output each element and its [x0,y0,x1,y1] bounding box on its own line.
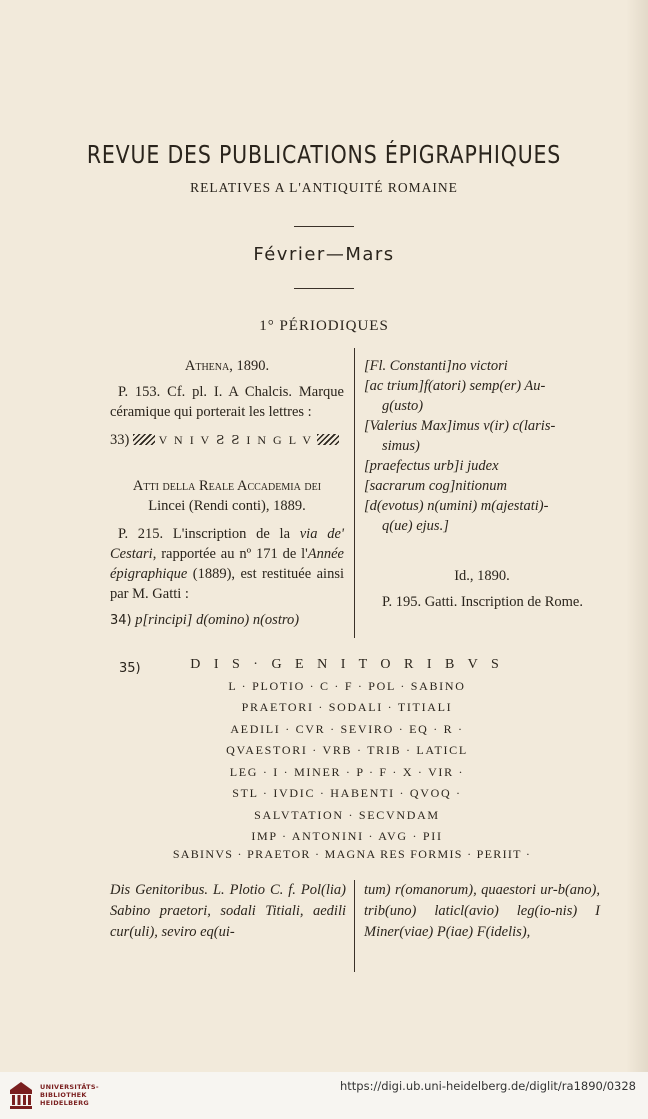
item-34 [110,610,344,631]
inscription-line: AEDILI · CVR · SEVIRO · EQ · R · [230,721,464,736]
atti-text: (1889), est restituée ainsi par M. Gatti : [110,566,344,602]
inscription-line: D I S · G E N I T O R I B V S [190,657,504,672]
library-name [40,1083,99,1107]
library-name-line: UNIVERSITÄTS- [40,1083,99,1091]
item-33-number: 33) [110,432,130,448]
atti-heading-line1: Atti della Reale Accademia dei [132,478,322,494]
athena-heading: Athena, 1890. [184,358,270,374]
atti-italic: via de' Cestari [110,526,344,562]
restitution-line: g(usto) [382,398,424,414]
atti-heading-line2: Lincei (Rendi conti), 1889. [148,498,306,514]
restitution-lines [364,356,600,536]
month-rule [294,288,354,289]
inscription-line: LEG · I · MINER · P · F · X · VIR · [229,764,465,779]
inscription-line: QVAESTORI · VRB · TRIB · LATICL [226,743,468,757]
library-name-line: HEIDELBERG [40,1099,90,1107]
id-heading: Id., 1890. [454,568,510,584]
item-33-letters: V N I V Ꙅ Ꙅ I N G L V [158,433,314,447]
section-heading: 1° PÉRIODIQUES [259,318,389,334]
atti-paragraph [110,524,344,604]
inscription-line: SALVTATION · SECVNDAM [254,807,440,822]
restitution-line: [Valerius Max]imus v(ir) c(laris- [364,418,556,434]
inscription-last-line: SABINVS · PRAETOR · MAGNA RES FORMIS · PERIIT · [172,847,532,861]
journal-title: REVUE DES PUBLICATIONS ÉPIGRAPHIQUES [86,140,562,169]
university-library-logo-icon [8,1080,34,1110]
athena-paragraph: P. 153. Cf. pl. I. A Chalcis. Marque céramique qui porterait les lettres : [110,384,344,420]
item-34-number: 34) [110,613,132,628]
title-rule [294,226,354,227]
id-paragraph: P. 195. Gatti. Inscription de Rome. [382,594,583,610]
inscription-line: PRAETORI · SODALI · TITIALI [241,700,453,714]
left-column [110,356,344,631]
inscription-block [180,654,514,848]
restitution-line: q(ue) ejus.] [382,518,449,534]
inscription-line: IMP · ANTONINI · AVG · PII [251,829,443,843]
inscription-line: STL · IVDIC · HABENTI · QVOQ · [232,786,462,800]
inscription-line: L · PLOTIO · C · F · POL · SABINO [228,678,466,693]
bottom-left-text: Dis Genitoribus. L. Plotio C. f. Pol(lia) Sabino praetori, sodali Titiali, aedili cur(uli), seviro eq(ui- [110,882,346,940]
journal-subtitle: RELATIVES A L'ANTIQUITÉ ROMAINE [190,180,458,195]
hatch-mark [133,434,155,445]
column-divider-bottom [354,880,355,972]
restitution-line: [d(evotus) n(umini) m(ajestati)- [364,498,549,514]
item-35-number: 35) [119,661,141,676]
hatch-mark [317,434,339,445]
atti-text: , rapportée au nº 171 de l' [152,546,308,562]
column-divider [354,348,355,638]
library-name-line: BIBLIOTHEK [40,1091,87,1099]
month-heading: Février—Mars [253,244,395,265]
bottom-right-text: tum) r(omanorum), quaestori ur-b(ano), trib(uno) laticl(avio) leg(io-nis) I Miner(viae) P(iae) F(idelis), [364,882,600,940]
restitution-line: [Fl. Constanti]no victori [364,358,508,374]
restitution-line: [sacrarum cog]nitionum [364,478,507,494]
atti-italic: Année épigraphique [110,546,344,582]
permalink-url[interactable]: https://digi.ub.uni-heidelberg.de/diglit/ra1890/0328 [339,1079,636,1093]
restitution-line: [praefectus urb]i judex [364,458,499,474]
right-column [364,356,600,612]
item-34-text: p[rincipi] d(omino) n(ostro) [135,612,300,628]
viewer-footer [0,1072,648,1119]
restitution-line: simus) [382,438,420,454]
atti-text: P. 215. L'inscription de la [118,526,300,542]
restitution-line: [ac trium]f(atori) semp(er) Au- [364,378,546,394]
item-33 [110,430,344,450]
page-edge-shadow [626,0,648,1072]
